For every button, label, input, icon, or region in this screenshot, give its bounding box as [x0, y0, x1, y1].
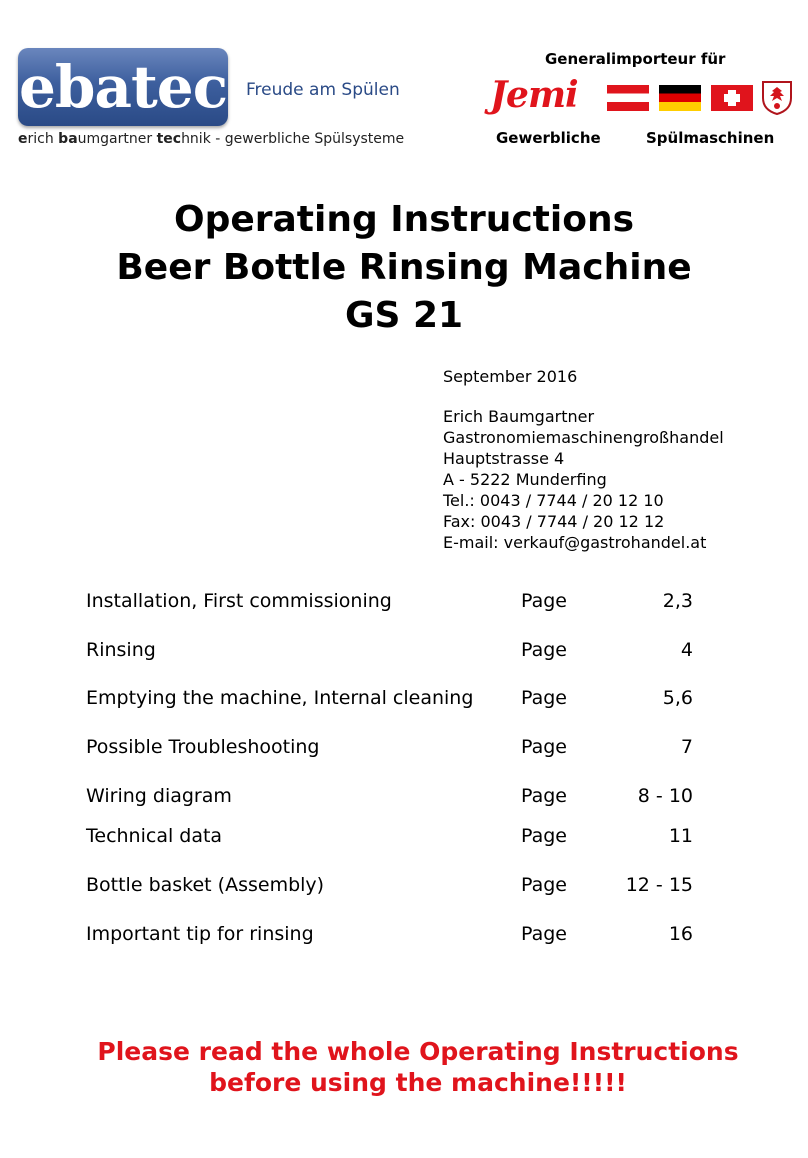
importer-left-label: Gewerbliche — [496, 129, 601, 147]
subline-e: e — [18, 131, 28, 147]
toc-label: Important tip for rinsing — [86, 923, 314, 945]
austria-flag-icon — [607, 85, 649, 111]
toc-row — [86, 874, 696, 898]
germany-flag-icon — [659, 85, 701, 111]
document-title — [0, 196, 808, 340]
toc-page-number: 16 — [668, 923, 693, 945]
toc-page-number: 7 — [680, 736, 693, 758]
contact-city: A - 5222 Munderfing — [443, 470, 607, 489]
subline-rest: - gewerbliche Spülsysteme — [210, 131, 405, 147]
toc-page-word: Page — [521, 874, 567, 896]
toc-row — [86, 825, 696, 849]
title-line-1: Operating Instructions — [173, 199, 635, 240]
subline-tec: tec — [156, 131, 182, 147]
toc-page-number: 8 - 10 — [637, 785, 693, 807]
subline-hnik: hnik — [181, 131, 211, 147]
toc-page-word: Page — [521, 639, 567, 661]
toc-page-word: Page — [521, 687, 567, 709]
toc-page-number: 5,6 — [662, 687, 693, 709]
warning-notice — [0, 1036, 808, 1098]
subline-umgartner: umgartner — [77, 131, 157, 147]
subline-ba: ba — [58, 131, 78, 147]
toc-label: Rinsing — [86, 639, 156, 661]
toc-page-number: 12 - 15 — [625, 874, 693, 896]
toc-page-number: 4 — [680, 639, 693, 661]
toc-row — [86, 590, 696, 614]
switzerland-flag-icon — [711, 85, 753, 111]
title-line-3: GS 21 — [344, 295, 464, 336]
toc-row — [86, 687, 696, 711]
contact-name: Erich Baumgartner — [443, 407, 595, 426]
contact-email: E-mail: verkauf@gastrohandel.at — [443, 533, 707, 552]
toc-page-word: Page — [521, 785, 567, 807]
title-line-2: Beer Bottle Rinsing Machine — [116, 247, 692, 288]
contact-tel: Tel.: 0043 / 7744 / 20 12 10 — [443, 491, 664, 510]
toc-label: Possible Troubleshooting — [86, 736, 320, 758]
jemi-logo: Jemi — [490, 74, 578, 116]
toc-page-number: 2,3 — [662, 590, 693, 612]
importer-title: Generalimporteur für — [545, 50, 726, 68]
toc-row — [86, 639, 696, 663]
subline-rich: rich — [27, 131, 59, 147]
toc-page-number: 11 — [668, 825, 693, 847]
toc-page-word: Page — [521, 825, 567, 847]
logo-text: ebatec — [18, 53, 228, 121]
toc-page-word: Page — [521, 736, 567, 758]
contact-fax: Fax: 0043 / 7744 / 20 12 12 — [443, 512, 665, 531]
toc-label: Bottle basket (Assembly) — [86, 874, 325, 896]
contact-street: Hauptstrasse 4 — [443, 449, 565, 468]
document-date: September 2016 — [443, 367, 578, 386]
toc-page-word: Page — [521, 590, 567, 612]
warning-line-2: before using the machine!!!!! — [209, 1068, 627, 1097]
contact-company: Gastronomiemaschinengroßhandel — [443, 428, 724, 447]
warning-line-1: Please read the whole Operating Instructions — [97, 1037, 739, 1066]
tyrol-crest-icon — [761, 80, 793, 116]
toc-label: Technical data — [86, 825, 223, 847]
toc-row — [86, 923, 696, 947]
company-subline — [18, 131, 404, 147]
ebatec-logo — [18, 48, 228, 126]
toc-row — [86, 736, 696, 760]
toc-label: Emptying the machine, Internal cleaning — [86, 687, 474, 709]
importer-right-label: Spülmaschinen — [646, 129, 775, 147]
toc-row — [86, 785, 696, 809]
slogan: Freude am Spülen — [246, 80, 400, 100]
toc-page-word: Page — [521, 923, 567, 945]
address-block — [443, 366, 724, 553]
toc-label: Installation, First commissioning — [86, 590, 392, 612]
toc-label: Wiring diagram — [86, 785, 232, 807]
